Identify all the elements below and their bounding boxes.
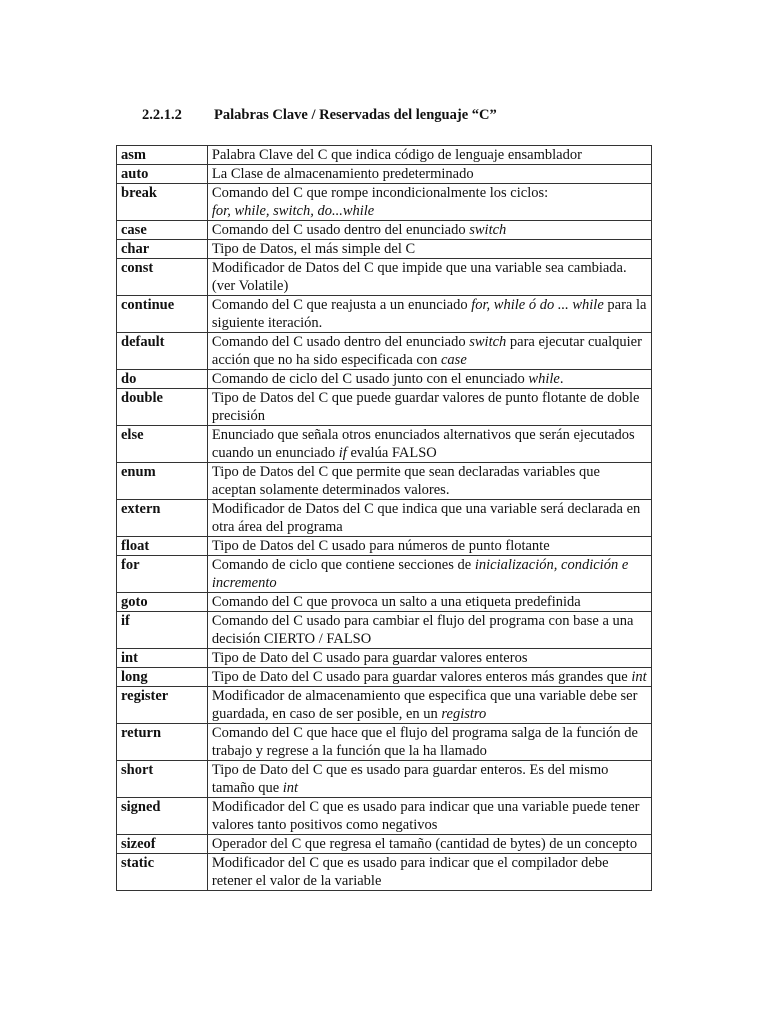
table-row: [117, 854, 652, 891]
description-cell: [207, 389, 651, 426]
description-text: para ejecutar cualquier acción que no ha sido especificada con: [211, 334, 642, 368]
description-text: evalúa FALSO: [346, 445, 437, 461]
table-row: [117, 798, 652, 835]
keyword-cell: for: [117, 556, 208, 593]
table-row: [117, 724, 652, 761]
description-italic-text: switch: [469, 334, 507, 350]
description-cell: [207, 556, 651, 593]
description-cell: [207, 612, 651, 649]
description-italic-text: int: [282, 780, 299, 796]
description-cell: [207, 687, 651, 724]
description-text: Operador del C que regresa el tamaño (cantidad de bytes) de un concepto: [211, 836, 638, 852]
description-cell: [207, 165, 651, 184]
description-text: Enunciado que señala otros enunciados alternativos que serán ejecutados cuando un enunciado: [211, 427, 635, 461]
description-cell: [207, 761, 651, 798]
description-cell: [207, 240, 651, 259]
keyword-cell: short: [117, 761, 208, 798]
keyword-cell: register: [117, 687, 208, 724]
description-italic-text: inicialización, condición e incremento: [211, 557, 629, 591]
description-italic-text: switch: [469, 222, 507, 238]
keyword-cell: float: [117, 537, 208, 556]
description-cell: [207, 333, 651, 370]
description-text: Tipo de Datos, el más simple del C: [211, 241, 416, 257]
table-row: [117, 259, 652, 296]
table-row: [117, 389, 652, 426]
section-heading: [142, 107, 497, 124]
table-row: [117, 146, 652, 165]
description-cell: [207, 724, 651, 761]
keyword-cell: char: [117, 240, 208, 259]
description-text: Tipo de Dato del C que es usado para guardar enteros. Es del mismo tamaño que: [211, 762, 609, 796]
description-text: Modificador del C que es usado para indicar que el compilador debe retener el valor de la variable: [211, 855, 609, 889]
keyword-cell: continue: [117, 296, 208, 333]
keyword-cell: else: [117, 426, 208, 463]
keyword-cell: long: [117, 668, 208, 687]
table-row: [117, 835, 652, 854]
table-row: [117, 240, 652, 259]
description-text: Tipo de Dato del C usado para guardar valores enteros más grandes que: [211, 669, 632, 685]
table-row: [117, 687, 652, 724]
description-italic-text: for, while ó do ... while: [471, 297, 604, 313]
keyword-cell: static: [117, 854, 208, 891]
section-number: 2.2.1.2: [142, 107, 182, 123]
description-text: Comando del C que provoca un salto a una etiqueta predefinida: [211, 594, 581, 610]
description-text: Comando de ciclo del C usado junto con el enunciado: [211, 371, 529, 387]
table-row: [117, 370, 652, 389]
keywords-table-body: [117, 146, 652, 891]
description-italic-text: case: [441, 352, 467, 368]
description-cell: [207, 500, 651, 537]
description-cell: [207, 259, 651, 296]
keyword-cell: if: [117, 612, 208, 649]
description-text: Palabra Clave del C que indica código de lenguaje ensamblador: [211, 147, 582, 163]
keyword-cell: default: [117, 333, 208, 370]
description-text: Comando del C que hace que el flujo del programa salga de la función de trabajo y regrese a la función que la ha llamado: [211, 725, 638, 759]
keywords-table: [116, 145, 652, 891]
description-italic-text: registro: [441, 706, 487, 722]
description-cell: [207, 296, 651, 333]
description-cell: [207, 463, 651, 500]
table-row: [117, 761, 652, 798]
description-italic-text: while: [528, 371, 560, 387]
description-text: Modificador de Datos del C que indica que una variable será declarada en otra área del programa: [211, 501, 641, 535]
keyword-cell: return: [117, 724, 208, 761]
keyword-cell: break: [117, 184, 208, 221]
keyword-cell: asm: [117, 146, 208, 165]
description-cell: [207, 835, 651, 854]
description-text: Modificador del C que es usado para indicar que una variable puede tener valores tanto positivos como negativos: [211, 799, 640, 833]
keyword-cell: extern: [117, 500, 208, 537]
description-cell: [207, 184, 651, 221]
description-cell: [207, 537, 651, 556]
description-text: Comando del C que rompe incondicionalmente los ciclos:: [211, 185, 549, 201]
table-row: [117, 463, 652, 500]
description-cell: [207, 854, 651, 891]
table-row: [117, 612, 652, 649]
description-italic-text: for, while, switch, do...while: [211, 203, 375, 219]
description-cell: [207, 593, 651, 612]
table-row: [117, 165, 652, 184]
keyword-cell: const: [117, 259, 208, 296]
description-text: Comando de ciclo que contiene secciones de: [211, 557, 475, 573]
keyword-cell: auto: [117, 165, 208, 184]
description-text: Comando del C usado dentro del enunciado: [211, 222, 470, 238]
description-cell: [207, 221, 651, 240]
table-row: [117, 296, 652, 333]
description-cell: [207, 798, 651, 835]
description-text: para la siguiente iteración.: [211, 297, 647, 331]
description-text: Tipo de Datos del C usado para números de punto flotante: [211, 538, 550, 554]
description-text: Tipo de Datos del C que puede guardar valores de punto flotante de doble precisión: [211, 390, 640, 424]
description-text: Comando del C que reajusta a un enunciado: [211, 297, 472, 313]
table-row: [117, 184, 652, 221]
keyword-cell: int: [117, 649, 208, 668]
keyword-cell: double: [117, 389, 208, 426]
table-row: [117, 426, 652, 463]
keyword-cell: do: [117, 370, 208, 389]
description-text: Tipo de Dato del C usado para guardar valores enteros: [211, 650, 528, 666]
description-cell: [207, 649, 651, 668]
table-row: [117, 556, 652, 593]
keyword-cell: case: [117, 221, 208, 240]
description-text: Modificador de Datos del C que impide que una variable sea cambiada. (ver Volatile): [211, 260, 627, 294]
keyword-cell: sizeof: [117, 835, 208, 854]
table-row: [117, 221, 652, 240]
section-title: Palabras Clave / Reservadas del lenguaje “C”: [214, 107, 497, 123]
keyword-cell: enum: [117, 463, 208, 500]
table-row: [117, 500, 652, 537]
table-row: [117, 333, 652, 370]
table-row: [117, 649, 652, 668]
description-italic-text: if: [338, 445, 347, 461]
description-cell: [207, 146, 651, 165]
description-italic-text: int: [631, 669, 647, 685]
description-text: Comando del C usado para cambiar el flujo del programa con base a una decisión CIERTO / FALSO: [211, 613, 634, 647]
description-cell: [207, 426, 651, 463]
description-text: Tipo de Datos del C que permite que sean declaradas variables que aceptan solamente determinados valores.: [211, 464, 600, 498]
table-row: [117, 593, 652, 612]
description-cell: [207, 668, 651, 687]
description-cell: [207, 370, 651, 389]
table-row: [117, 537, 652, 556]
description-text: Modificador de almacenamiento que especifica que una variable debe ser guardada, en caso de ser posible, en un: [211, 688, 638, 722]
table-row: [117, 668, 652, 687]
keyword-cell: goto: [117, 593, 208, 612]
description-text: La Clase de almacenamiento predeterminado: [211, 166, 474, 182]
description-text: Comando del C usado dentro del enunciado: [211, 334, 470, 350]
description-text: .: [559, 371, 564, 387]
keyword-cell: signed: [117, 798, 208, 835]
